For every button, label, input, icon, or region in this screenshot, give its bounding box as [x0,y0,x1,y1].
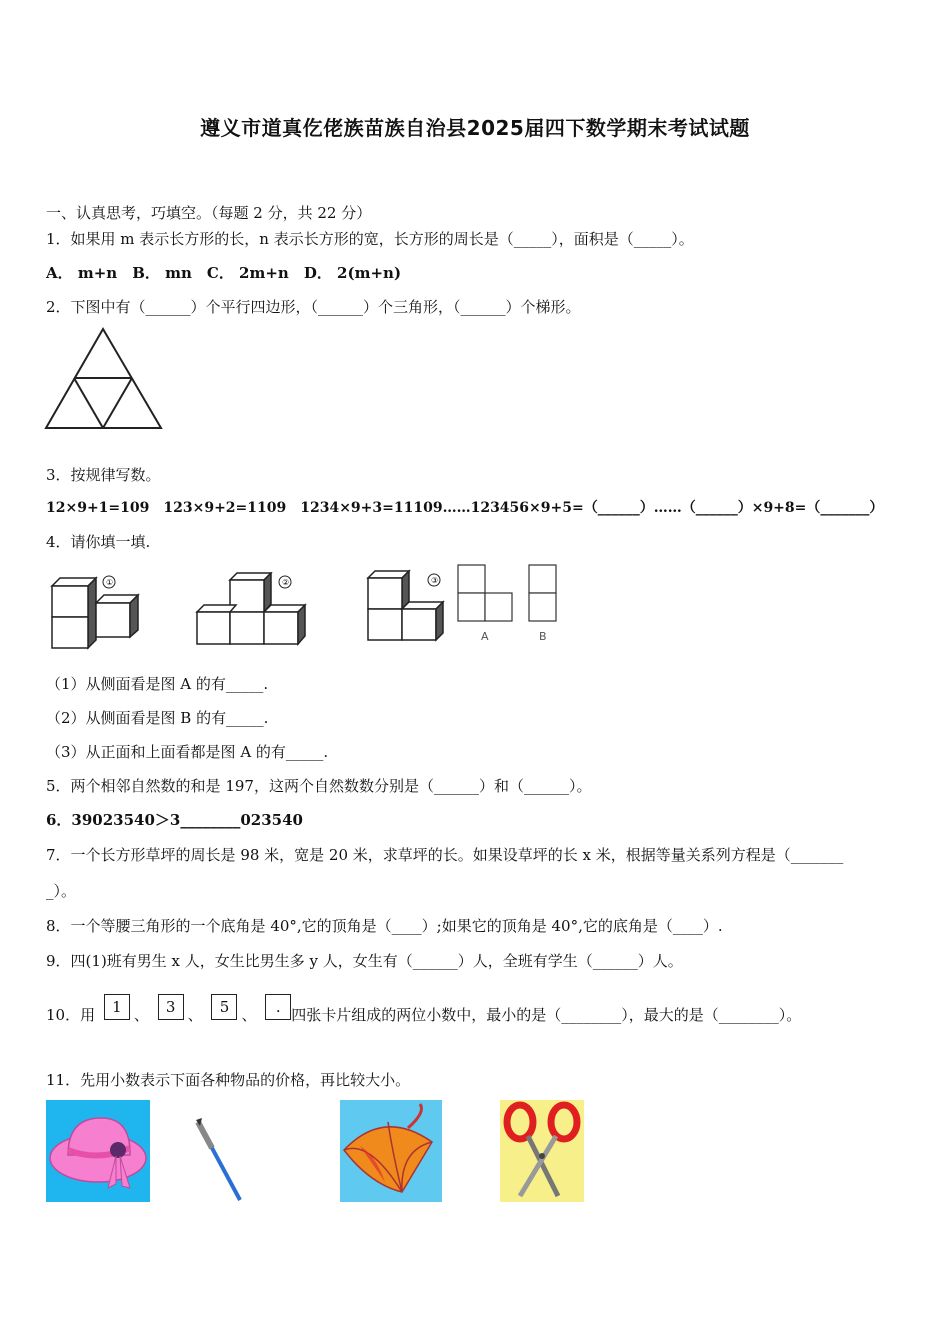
question-2: 2．下图中有（______）个平行四边形，（______）个三角形，（______）个梯形。 [46,298,581,316]
question-7-cont: _）。 [46,882,77,900]
view-b-figure [526,562,562,644]
section-heading: 一、认真思考，巧填空。（每题 2 分，共 22 分） [46,204,372,222]
question-3-formula: 12×9+1=109 123×9+2=1109 1234×9+3=11109……123456×9+5=（______）……（______）×9+8=（_______） [46,500,884,516]
question-6: 6．39023540＞3________023540 [46,811,303,829]
card-1: 1 [104,994,130,1020]
question-4: 4．请你填一填. [46,533,151,551]
separator: 、 [241,1006,257,1024]
separator: 、 [133,1006,149,1024]
question-4-1: （1）从侧面看是图 A 的有_____. [46,675,269,693]
question-3: 3．按规律写数。 [46,466,161,484]
pen-image [192,1118,248,1204]
cube-figure-3 [364,566,454,646]
view-b-label: B [539,630,547,643]
page-title: 遵义市道真仡佬族苗族自治县2025届四下数学期末考试试题 [200,116,750,140]
hat-image [46,1100,150,1202]
triangle-figure [44,326,164,432]
view-a-label: A [481,630,489,643]
view-a-figure [456,562,516,644]
card-5: 5 [211,994,237,1020]
question-1: 1．如果用 m 表示长方形的长，n 表示长方形的宽，长方形的周长是（_____），面积是（_____）。 [46,230,694,248]
question-4-3: （3）从正面和上面看都是图 A 的有_____. [46,743,329,761]
cube-label-1: ① [106,578,114,587]
scissors-image [500,1100,584,1202]
cube-label-3: ③ [431,576,439,585]
cube-label-2: ② [282,578,290,587]
question-4-2: （2）从侧面看是图 B 的有_____. [46,709,269,727]
question-9: 9．四(1)班有男生 x 人，女生比男生多 y 人，女生有（______）人，全班有学生（______）人。 [46,952,683,970]
card-dot: . [265,994,291,1020]
question-1-options: A． m+n B． mn C． 2m+n D． 2(m+n) [46,264,402,282]
separator: 、 [187,1006,203,1024]
question-10 [46,994,801,1025]
question-7: 7．一个长方形草坪的周长是 98 米，宽是 20 米，求草坪的长。如果设草坪的长 x 米，根据等量关系列方程是（_______ [46,846,844,864]
question-8: 8．一个等腰三角形的一个底角是 40°,它的顶角是（____）;如果它的顶角是 40°,它的底角是（____）. [46,917,723,935]
umbrella-image [340,1100,442,1202]
cube-figure-2 [194,572,314,652]
question-11: 11．先用小数表示下面各种物品的价格，再比较大小。 [46,1071,411,1089]
question-10-suffix: 四张卡片组成的两位小数中，最小的是（________），最大的是（________）。 [291,1006,802,1024]
card-3: 3 [158,994,184,1020]
question-5: 5．两个相邻自然数的和是 197，这两个自然数数分别是（______）和（______）。 [46,777,592,795]
cube-figure-1 [46,572,146,652]
question-10-prefix: 10．用 [46,1006,96,1024]
